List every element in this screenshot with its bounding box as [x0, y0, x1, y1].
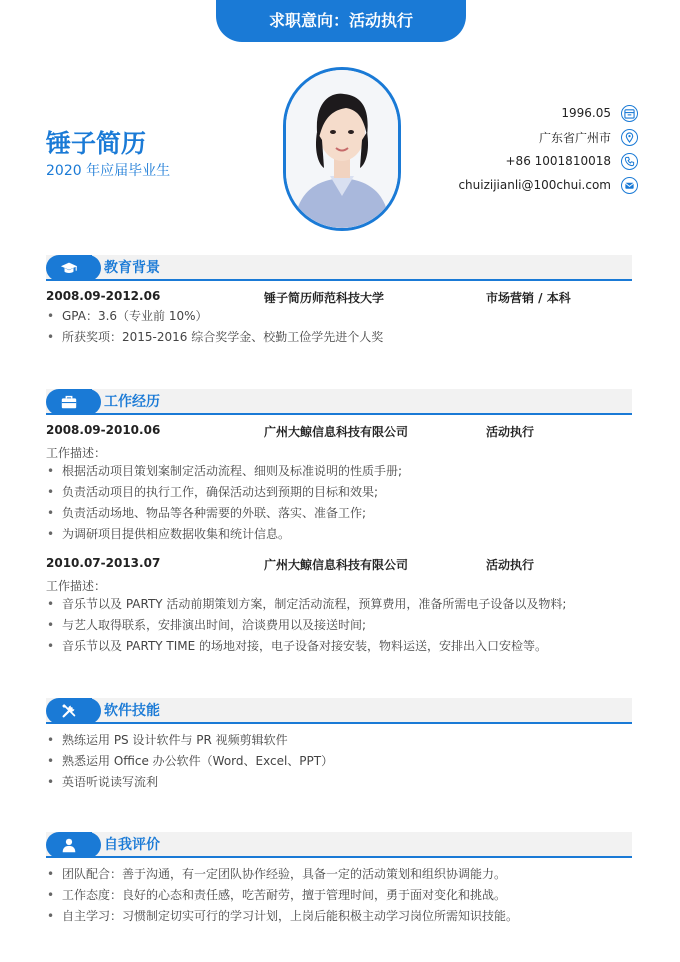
skills-list [46, 730, 646, 793]
phone-icon [621, 153, 638, 170]
list-item: • 熟悉运用 Office 办公软件（Word、Excel、PPT） [46, 751, 646, 772]
education-school: 锤子简历师范科技大学 [264, 291, 385, 305]
location-text: 广东省广州市 [538, 130, 611, 145]
birthdate-text: 1996.05 [561, 106, 611, 120]
section-divider [46, 413, 632, 415]
section-icon-pill [46, 255, 92, 281]
job-role: 活动执行 [486, 558, 535, 572]
list-item: • 团队配合：善于沟通，有一定团队协作经验，具备一定的活动策划和组织协调能力。 [46, 864, 646, 885]
contact-location [458, 125, 638, 149]
education-entry-header [46, 289, 632, 307]
job-company: 广州大鲸信息科技有限公司 [264, 425, 409, 439]
list-item: • 根据活动项目策划案制定活动流程、细则及标准说明的性质手册; [46, 461, 646, 482]
job-entry-header [46, 556, 632, 574]
education-major: 市场营销 / 本科 [486, 291, 571, 305]
section-title-work: 工作经历 [104, 394, 160, 410]
education-date: 2008.09-2012.06 [46, 289, 161, 303]
job-company: 广州大鲸信息科技有限公司 [264, 558, 409, 572]
list-item: • 工作态度：良好的心态和责任感，吃苦耐劳，擅于管理时间，勇于面对变化和挑战。 [46, 885, 646, 906]
section-icon-pill [46, 698, 92, 724]
list-item: • 与艺人取得联系，安排演出时间，洽谈费用以及接送时间; [46, 615, 646, 636]
job-entry-header [46, 423, 632, 441]
email-text[interactable]: chuizijianli@100chui.com [458, 178, 611, 192]
section-skills-header [46, 698, 632, 725]
contact-info [458, 101, 638, 197]
section-title-education: 教育背景 [104, 260, 160, 276]
resume-subtitle: 2020 年应届毕业生 [46, 163, 171, 179]
list-item: • 负责活动场地、物品等各种需要的外联、落实、准备工作; [46, 503, 646, 524]
mail-icon [621, 177, 638, 194]
job-intention-banner: 求职意向：活动执行 [216, 0, 466, 42]
phone-text[interactable]: +86 1001810018 [505, 154, 611, 168]
list-item: • GPA：3.6（专业前 10%） [46, 306, 646, 327]
tools-icon [60, 702, 78, 720]
section-divider [46, 856, 632, 858]
location-pin-icon [621, 129, 638, 146]
job-role: 活动执行 [486, 425, 535, 439]
list-item: • 自主学习：习惯制定切实可行的学习计划，上岗后能积极主动学习岗位所需知识技能。 [46, 906, 646, 927]
section-icon-pill [46, 389, 92, 415]
section-icon-pill [46, 832, 92, 858]
briefcase-icon [60, 393, 78, 411]
section-divider [46, 279, 632, 281]
job-description-label: 工作描述： [46, 446, 107, 460]
job-date: 2010.07-2013.07 [46, 556, 161, 570]
self-evaluation-list [46, 864, 646, 927]
calendar-icon [621, 105, 638, 122]
job-description-label: 工作描述： [46, 579, 107, 593]
section-work-header [46, 389, 632, 416]
list-item: • 音乐节以及 PARTY TIME 的场地对接，电子设备对接安装，物料运送，安排出入口安检等。 [46, 636, 646, 657]
list-item: • 熟练运用 PS 设计软件与 PR 视频剪辑软件 [46, 730, 646, 751]
resume-name: 锤子简历 [46, 129, 147, 158]
list-item: • 英语听说读写流利 [46, 772, 646, 793]
contact-email [458, 173, 638, 197]
profile-photo [283, 67, 401, 231]
job-duties-list [46, 594, 646, 657]
contact-phone [458, 149, 638, 173]
contact-birthdate [458, 101, 638, 125]
section-divider [46, 722, 632, 724]
list-item: • 所获奖项：2015-2016 综合奖学金、校勤工俭学先进个人奖 [46, 327, 646, 348]
user-icon [60, 836, 78, 854]
education-details-list [46, 306, 646, 348]
section-title-self: 自我评价 [104, 837, 160, 853]
list-item: • 负责活动项目的执行工作，确保活动达到预期的目标和效果; [46, 482, 646, 503]
section-education-header [46, 255, 632, 282]
graduation-cap-icon [60, 259, 78, 277]
job-date: 2008.09-2010.06 [46, 423, 161, 437]
section-self-header [46, 832, 632, 859]
list-item: • 音乐节以及 PARTY 活动前期策划方案，制定活动流程，预算费用，准备所需电子设备以及物料; [46, 594, 646, 615]
section-title-skills: 软件技能 [104, 703, 160, 719]
list-item: • 为调研项目提供相应数据收集和统计信息。 [46, 524, 646, 545]
job-duties-list [46, 461, 646, 545]
